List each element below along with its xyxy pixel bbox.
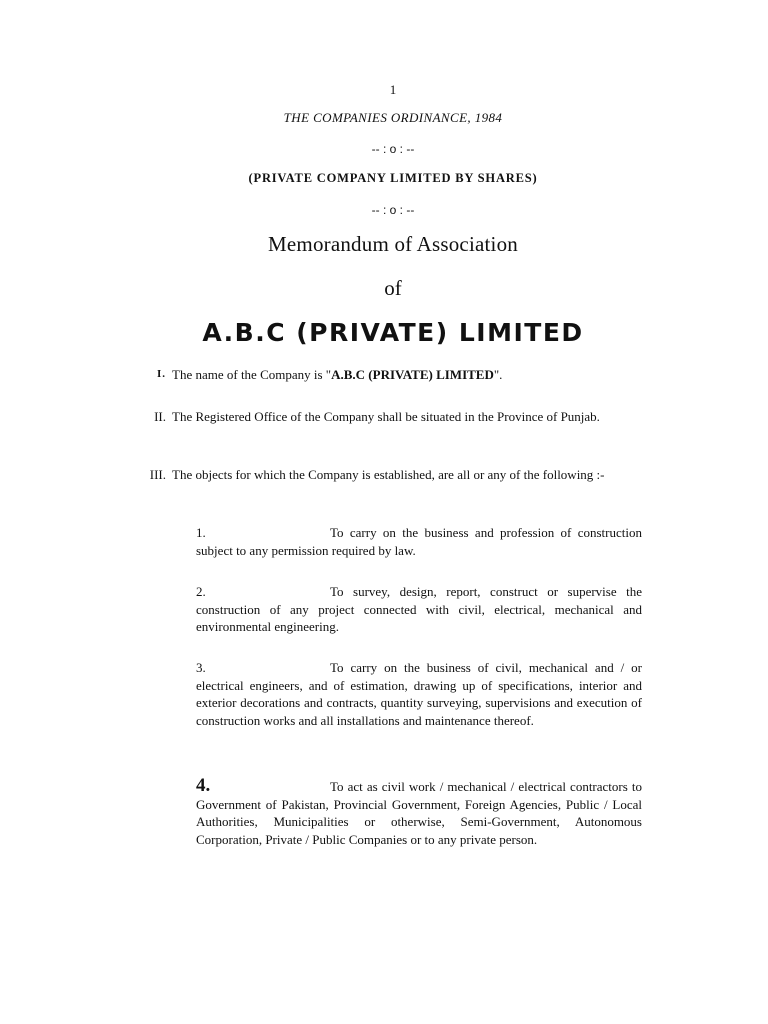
object-number: 1. xyxy=(196,525,206,540)
clause-text-prefix: The name of the Company is " xyxy=(172,367,332,382)
company-type-heading: (PRIVATE COMPANY LIMITED BY SHARES) xyxy=(248,171,538,185)
ordinance-heading: THE COMPANIES ORDINANCE, 1984 xyxy=(283,110,503,125)
object-text: To carry on the business of civil, mechanical and / or electrical engineers, and of estimation, drawing up of specifications, interior and exterior decorations and contracts, quantity surveying, supervisions and execution of construction works and all installations and maintenance thereof. xyxy=(196,660,642,728)
company-name-heading: A.B.C (PRIVATE) LIMITED xyxy=(202,318,584,347)
object-text: To carry on the business and profession of construction subject to any permission required by law. xyxy=(196,525,642,558)
separator-top: -- : o : -- xyxy=(371,142,415,156)
object-text: To survey, design, report, construct or supervise the construction of any project connected with civil, electrical, mechanical and environmental engineering. xyxy=(196,584,642,634)
clause-registered-office xyxy=(140,408,642,426)
clause-objects xyxy=(140,466,642,484)
clause-text: The objects for which the Company is established, are all or any of the following :- xyxy=(172,467,605,482)
object-item xyxy=(196,659,642,729)
clause-text xyxy=(172,366,642,384)
clause-text: The Registered Office of the Company shall be situated in the Province of Punjab. xyxy=(172,409,600,424)
memorandum-title: Memorandum of Association xyxy=(268,232,518,256)
object-number: 4. xyxy=(196,775,211,796)
clause-number: II. xyxy=(154,409,166,424)
separator-bottom: -- : o : -- xyxy=(371,203,415,217)
object-item xyxy=(196,524,642,559)
object-item xyxy=(196,777,642,848)
clause-text-suffix: ". xyxy=(493,367,503,382)
object-item xyxy=(196,583,642,636)
clause-name xyxy=(140,366,642,384)
object-number: 3. xyxy=(196,660,206,675)
clause-number: III. xyxy=(149,467,166,482)
object-number: 2. xyxy=(196,584,206,599)
memorandum-of: of xyxy=(384,276,402,300)
object-text: To act as civil work / mechanical / electrical contractors to Government of Pakistan, Provincial Government, Foreign Agencies, Public / Local Authorities, Municipalities or otherwise, Semi-Government, Autonomous Corporation, Private / Public Companies or to any private person. xyxy=(196,779,642,847)
clause-number: I. xyxy=(156,368,166,380)
page-number: 1 xyxy=(389,82,397,97)
clause-company-name: A.B.C (PRIVATE) LIMITED xyxy=(331,367,494,382)
